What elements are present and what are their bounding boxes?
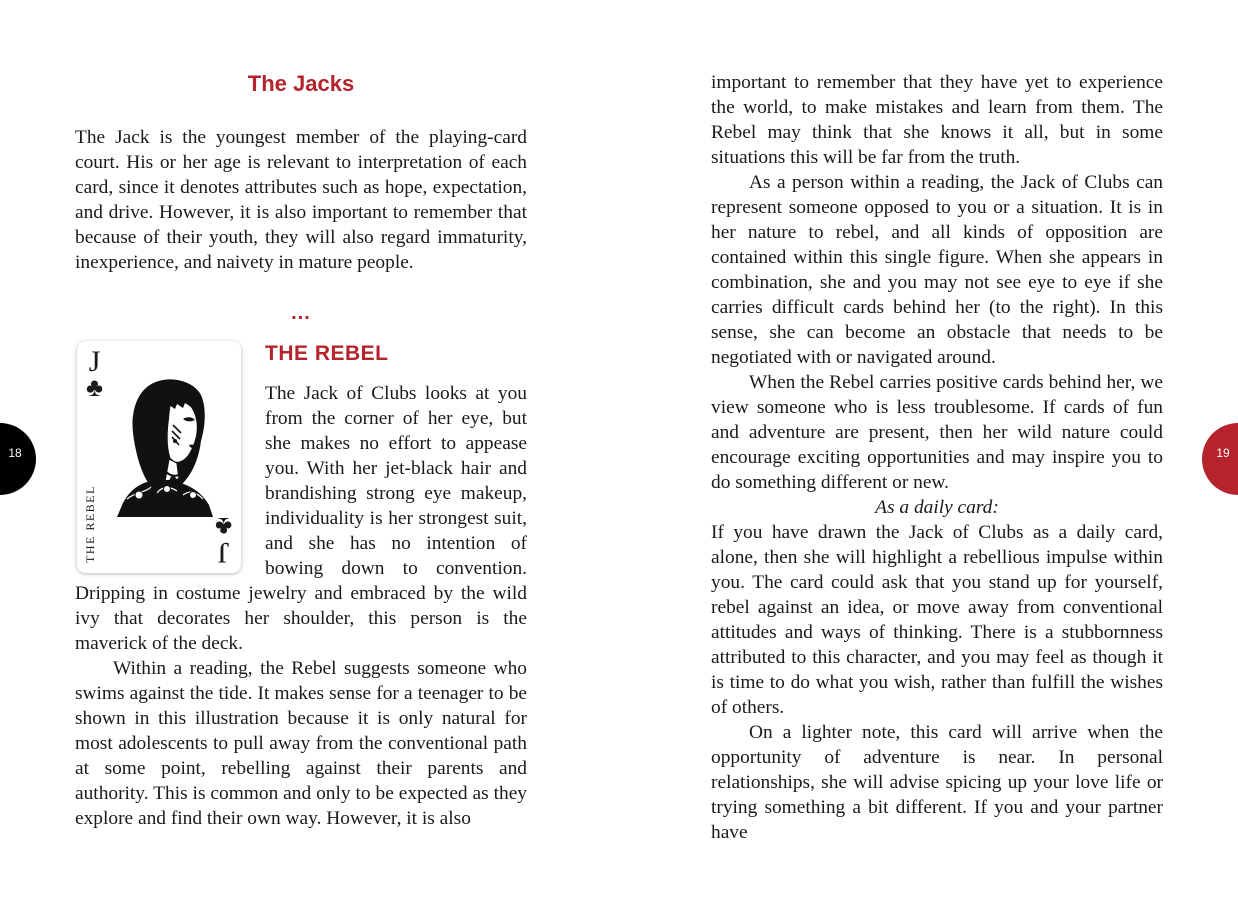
right-page (619, 0, 1238, 919)
playing-card-illustration (77, 341, 241, 573)
chapter-title: The Jacks (247, 71, 355, 96)
daily-card-heading: As a daily card: (875, 497, 999, 518)
club-suit-icon: ♣ (86, 373, 104, 402)
daily-paragraph: If you have drawn the Jack of Clubs as a daily card, alone, then she will highlight a rebellious impulse within you. The card could ask that you stand up for yourself, rebel against an idea, or move away from conventional attitudes and ways of thinking. There is a stubbornness attributed to this character, and you may feel as though it is time to do what you wish, rather than fulfill the wishes of others. (711, 522, 1163, 718)
right-column (711, 70, 1163, 845)
card-corner-bottom (215, 513, 232, 567)
continuation-paragraph: important to remember that they have yet to experience the world, to make mistakes and learn from them. The Rebel may think that she knows it all, but in some situations this will be far from the truth. (711, 72, 1163, 168)
section-separator: ... (291, 302, 311, 324)
intro-paragraph: The Jack is the youngest member of the playing-card court. His or her age is relevant to interpretation of each card, since it denotes attributes such as hope, expectation, and drive. However, it is also important to remember that because of their youth, they will also regard immaturity, inexperience, and naivety in mature people. (75, 127, 527, 273)
card-name-label: THE REBEL (83, 485, 97, 563)
reading-paragraph: Within a reading, the Rebel suggests someone who swims against the tide. It makes sense for a teenager to be shown in this illustration because it is only natural for most adolescents to pull away from the conventional path at some point, rebelling against their parents and authority. This is common and only to be expected as they explore and find their own way. However, it is also (75, 658, 527, 829)
left-column (75, 70, 527, 831)
lighter-paragraph: On a lighter note, this card will arrive when the opportunity of adventure is near. In personal relationships, she will advise spicing up your love life or trying something a bit different. If you and your partner have (711, 722, 1163, 843)
page-number-right: 19 (1216, 446, 1230, 460)
card-description-paragraph: The Jack of Clubs looks at you from the corner of her eye, but she makes no effort to appease you. With her jet-black hair and brandishing strong eye makeup, individuality is her strongest suit, and she has no intention of bowing down to convention. Dripping in costume jewelry and embraced by the wild ivy that decorates her shoulder, this person is the maverick of the deck. (75, 383, 527, 654)
page-number-left: 18 (8, 446, 22, 460)
card-heading: THE REBEL (265, 342, 389, 365)
positive-paragraph: When the Rebel carries positive cards behind her, we view someone who is less troublesome. If cards of fun and adventure are present, then her wild nature could encourage exciting opportunities and may inspire you to do something different or new. (711, 372, 1163, 493)
card-rank-bottom: J (217, 536, 230, 569)
card-rank: J (88, 345, 101, 378)
page-number-tab-left (0, 423, 36, 495)
card-corner-top (86, 347, 103, 401)
person-paragraph: As a person within a reading, the Jack of Clubs can represent someone opposed to you or a situation. It is in her nature to rebel, and all kinds of opposition are contained within this single figure. When she appears in combination, she and you may not see eye to eye if she carries difficult cards behind her (to the right). In this sense, she can become an obstacle that needs to be negotiated with or navigated around. (711, 172, 1163, 368)
club-suit-bottom-icon: ♣ (214, 512, 232, 541)
rebel-portrait-icon (109, 375, 219, 525)
